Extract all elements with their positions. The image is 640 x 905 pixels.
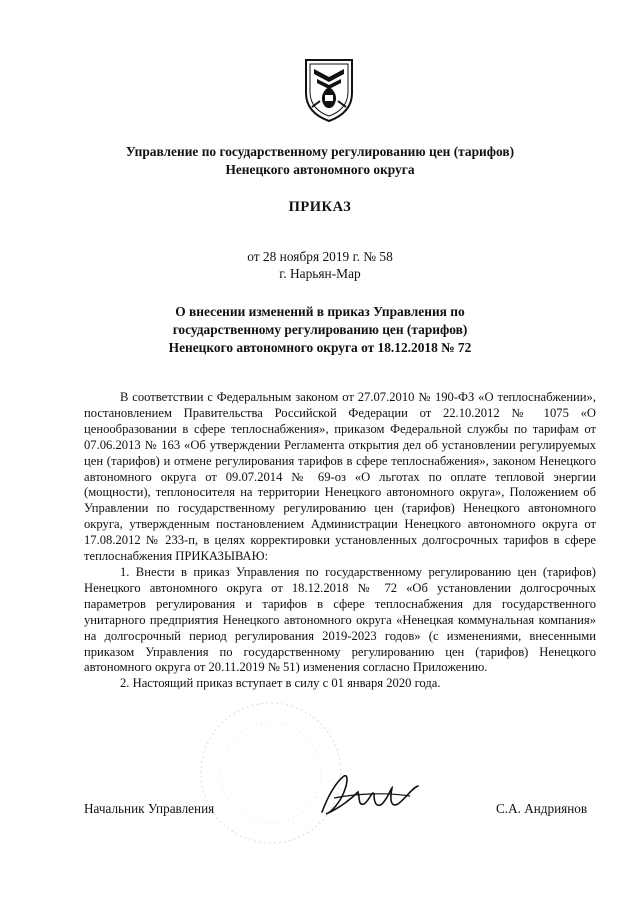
org-line-2: Ненецкого автономного округа [225,162,415,177]
subject-line-1: О внесении изменений в приказ Управления по [175,304,465,319]
subject-line-2: государственному регулированию цен (тарифов) [172,322,468,337]
body-paragraph-1: В соответствии с Федеральным законом от 27.07.2010 № 190-ФЗ «О теплоснабжении», постановлением Правительства Российской Федерации от 22.10.2012 № 1075 «О ценообразовании в сфере теплоснабжения», приказом Федеральной службы по тарифам от 07.06.2013 № 163 «Об утверждении Регламента открытия дел об установлении регулируемых цен (тарифов) и отмене регулирования тарифов в сфере теплоснабжения», законом Ненецкого автономного округа от 09.07.2014 № 69-оз «О льготах по оплате тепловой энергии (мощности), теплоносителя на территории Ненецкого автономного округа», Положением об Управлении по государственному регулированию цен (тарифов) Ненецкого автономного округа, утвержденным постановлением Администрации Ненецкого автономного округа от 17.08.2012 № 233-п, в целях корректировки установленных долгосрочных тарифов в сфере теплоснабжения ПРИКАЗЫВАЮ: [84,390,596,564]
signatory-name: С.А. Андриянов [496,801,588,816]
coat-of-arms-icon [300,57,358,123]
subject-line-3: Ненецкого автономного округа от 18.12.2018 № 72 [168,340,472,355]
document-type: ПРИКАЗ [288,199,352,215]
date-block [0,248,640,282]
organization-name [0,143,640,179]
body-paragraph-3: 2. Настоящий приказ вступает в силу с 01 января 2020 года. [120,676,441,691]
handwritten-signature-icon [314,768,424,823]
signatory-position: Начальник Управления [84,801,215,816]
document-body [84,390,596,692]
document-subject [0,303,640,357]
document-city: г. Нарьян-Мар [279,266,361,281]
document-date: от 28 ноября 2019 г. № 58 [247,249,393,264]
body-paragraph-2: 1. Внести в приказ Управления по государственному регулированию цен (тарифов) Ненецкого автономного округа от 18.12.2018 № 72 «Об установлении долгосрочных параметров регулирования и тарифов в сфере теплоснабжения для государственного унитарного предприятия Ненецкого автономного округа «Ненецкая коммунальная компания» на долгосрочный период регулирования 2019-2023 годов» (с изменениями, внесенными приказом Управления по государственному регулированию цен (тарифов) Ненецкого автономного округа от 20.11.2019 № 51) изменения согласно Приложению. [84,564,596,675]
org-line-1: Управление по государственному регулированию цен (тарифов) [125,144,515,159]
